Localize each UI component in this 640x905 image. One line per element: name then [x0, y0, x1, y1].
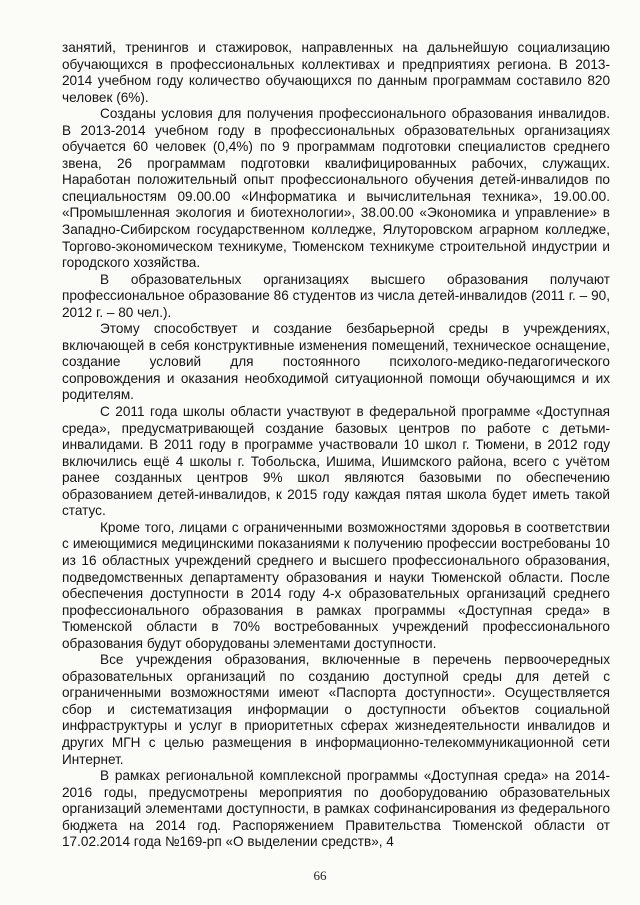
document-body: [62, 40, 610, 851]
paragraph-7: Все учреждения образования, включенные в перечень первоочередных образовательных организаций по созданию доступной среды для детей с ограниченными возможностями имеют «Паспорта доступности». Осуществляется сбор и систематизация информации о доступности объектов социальной инфраструктуры и услуг в приоритетных сферах жизнедеятельности инвалидов и других МГН с целью размещения в информационно-телекоммуникационной сети Интернет.: [62, 652, 610, 767]
paragraph-1: занятий, тренингов и стажировок, направленных на дальнейшую социализацию обучающихся в профессиональных коллективах и предприятиях региона. В 2013-2014 учебном году количество обучающихся по данным программам составило 820 человек (6%).: [62, 40, 610, 105]
paragraph-4: Этому способствует и создание безбарьерной среды в учреждениях, включающей в себя конструктивные изменения помещений, техническое оснащение, создание условий для постоянного психолого-медико-педагогического сопровождения и оказания необходимой ситуационной помощи обучающимся и их родителям.: [62, 321, 610, 403]
paragraph-2: Созданы условия для получения профессионального образования инвалидов. В 2013-2014 учебном году в профессиональных образовательных организациях обучается 60 человек (0,4%) по 9 программам подготовки специалистов среднего звена, 26 программам подготовки квалифицированных рабочих, служащих. Наработан положительный опыт профессионального обучения детей-инвалидов по специальностям 09.00.00 «Информатика и вычислительная техника», 19.00.00. «Промышленная экология и биотехнологии», 38.00.00 «Экономика и управление» в Западно-Сибирском государственном колледже, Ялуторовском аграрном колледже, Торгово-экономическом техникуме, Тюменском техникуме строительной индустрии и городского хозяйства.: [62, 106, 610, 271]
paragraph-6: Кроме того, лицами с ограниченными возможностями здоровья в соответствии с имеющимися медицинскими показаниями к получению профессии востребованы 10 из 16 областных учреждений среднего и высшего профессионального образования, подведомственных департаменту образования и науки Тюменской области. После обеспечения доступности в 2014 году 4-х образовательных организаций среднего профессионального образования в рамках программы «Доступная среда» в Тюменской области в 70% востребованных учреждений профессионального образования будут оборудованы элементами доступности.: [62, 519, 610, 651]
page-number: 66: [313, 868, 327, 883]
paragraph-5: С 2011 года школы области участвуют в федеральной программе «Доступная среда», предусматривающей создание базовых центров по работе с детьми-инвалидами. В 2011 году в программе участвовали 10 школ г. Тюмени, в 2012 году включились ещё 4 школы г. Тобольска, Ишима, Ишимского района, всего с учётом ранее созданных центров 9% школ являются базовыми по обеспечению образованием детей-инвалидов, к 2015 году каждая пятая школа будет иметь такой статус.: [62, 404, 610, 519]
paragraph-3: В образовательных организациях высшего образования получают профессиональное образование 86 студентов из числа детей-инвалидов (2011 г. – 90, 2012 г. – 80 чел.).: [62, 271, 610, 320]
paragraph-8: В рамках региональной комплексной программы «Доступная среда» на 2014-2016 годы, предусмотрены мероприятия по дооборудованию образовательных организаций элементами доступности, в рамках софинансирования из федерального бюджета на 2014 год. Распоряжением Правительства Тюменской области от 17.02.2014 года №169-рп «О выделении средств», 4: [62, 768, 610, 850]
